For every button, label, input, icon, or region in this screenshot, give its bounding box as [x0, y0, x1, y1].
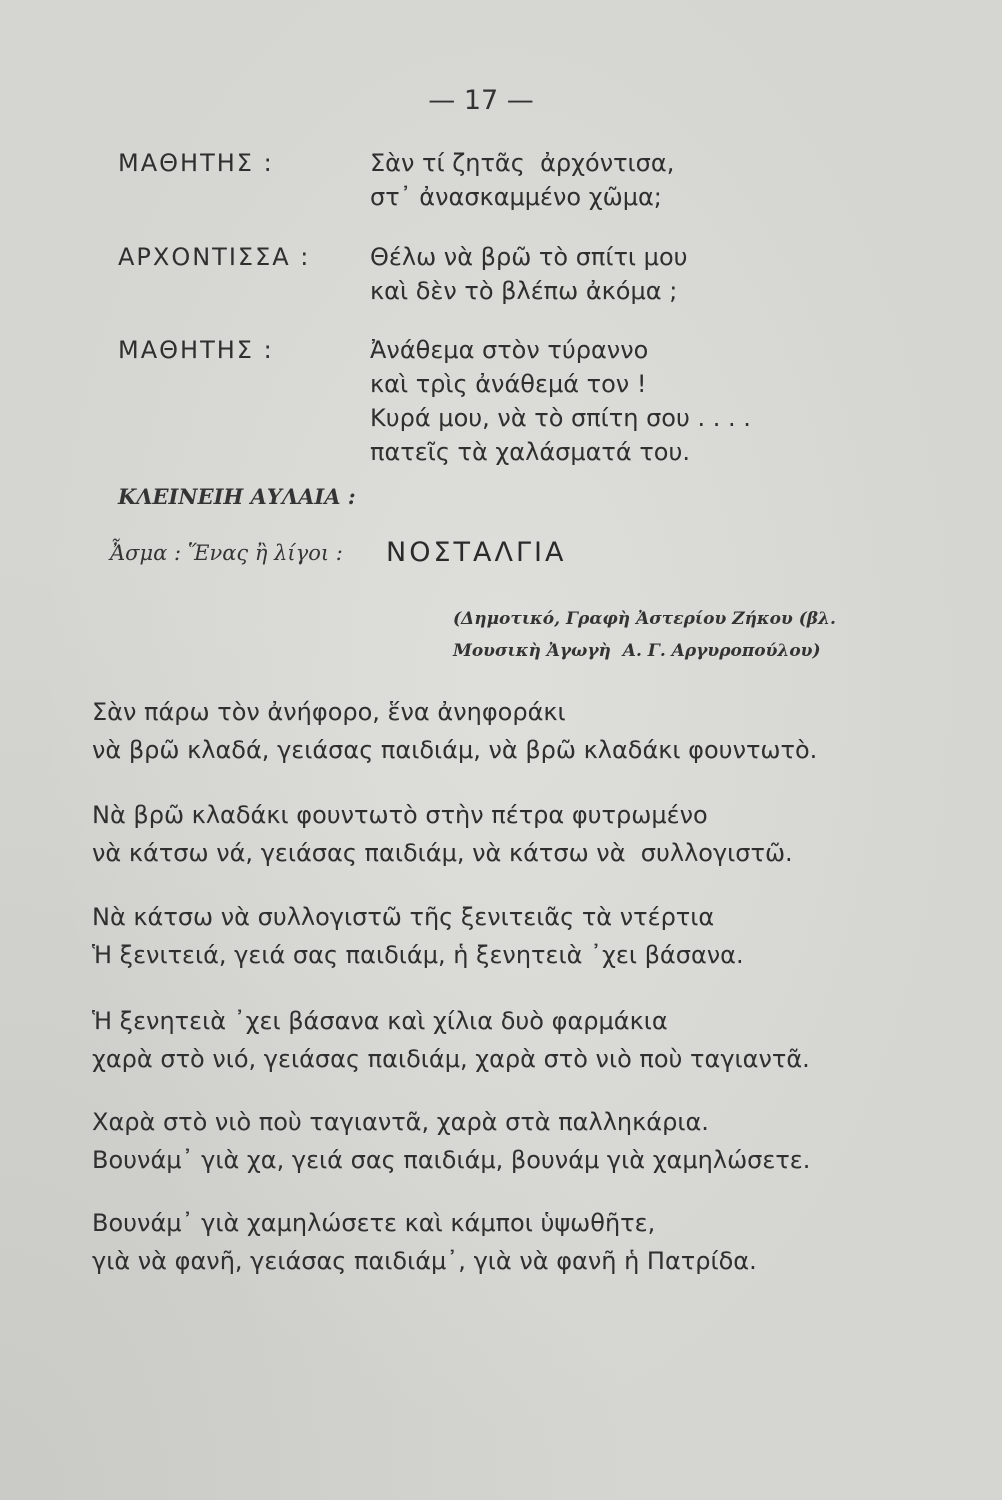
verse-line: γιὰ νὰ φανῆ, γειάσας παιδιάμ᾿, γιὰ νὰ φανῆ ἡ Πατρίδα.	[92, 1247, 757, 1275]
verse-line: Ἡ ξενιτειά, γειά σας παιδιάμ, ἡ ξενητειὰ ᾿χει βάσανα.	[92, 941, 744, 969]
verse-line: Σὰν πάρω τὸν ἀνήφορο, ἕνα ἀνηφοράκι	[92, 698, 566, 726]
verse-line: χαρὰ στὸ νιό, γειάσας παιδιάμ, χαρὰ στὸ νιὸ ποὺ ταγιαντᾶ.	[92, 1045, 810, 1073]
stage-direction: ΚΛΕΙΝΕΙΗ ΑΥΛΑΙΑ :	[118, 484, 356, 509]
speech-line: Σὰν τί ζητᾶς ἀρχόντισα,	[370, 149, 675, 177]
stanza	[92, 1103, 810, 1179]
page-number: — 17 —	[428, 85, 534, 116]
speech-line: Κυρά μου, νὰ τὸ σπίτη σου . . . .	[370, 404, 751, 432]
speech-line: καὶ τρὶς ἀνάθεμά τον !	[370, 370, 647, 398]
song-title: ΝΟΣΤΑΛΓΙΑ	[386, 537, 567, 568]
stanza	[92, 796, 793, 872]
verse-line: νὰ βρῶ κλαδά, γειάσας παιδιάμ, νὰ βρῶ κλαδάκι φουντωτὸ.	[92, 736, 818, 764]
verse-line: Νὰ κάτσω νὰ συλλογιστῶ τῆς ξενιτειᾶς τὰ ντέρτια	[92, 903, 715, 931]
speech-line: πατεῖς τὰ χαλάσματά του.	[370, 438, 690, 466]
speech-line: καὶ δὲν τὸ βλέπω ἀκόμα ;	[370, 277, 678, 305]
verse-line: νὰ κάτσω νά, γειάσας παιδιάμ, νὰ κάτσω νὰ συλλογιστῶ.	[92, 839, 793, 867]
speaker-label: ΑΡΧΟΝΤΙΣΣΑ :	[118, 243, 311, 271]
verse-line: Βουνάμ᾿ γιὰ χα, γειά σας παιδιάμ, βουνάμ γιὰ χαμηλώσετε.	[92, 1146, 811, 1174]
speech-block	[370, 240, 688, 308]
stanza	[92, 898, 744, 974]
speech-line: Ἀνάθεμα στὸν τύραννο	[370, 336, 649, 364]
speech-block	[370, 333, 751, 469]
verse-line: Χαρὰ στὸ νιὸ ποὺ ταγιαντᾶ, χαρὰ στὰ παλληκάρια.	[92, 1108, 709, 1136]
speech-line: στ᾿ ἀνασκαμμένο χῶμα;	[370, 183, 662, 211]
source-line: Μουσικὴ Ἀγωγὴ Α. Γ. Αργυροπούλου)	[453, 641, 821, 661]
speaker-label: ΜΑΘΗΤΗΣ :	[118, 336, 274, 364]
verse-line: Βουνάμ᾿ γιὰ χαμηλώσετε καὶ κάμποι ὑψωθῆτε,	[92, 1209, 656, 1237]
song-source-note	[453, 603, 836, 667]
source-line: (Δημοτικό, Γραφὴ Ἀστερίου Ζήκου (βλ.	[453, 609, 836, 629]
song-performer-label: Ἆσμα : Ἕνας ἢ λίγοι :	[110, 541, 343, 565]
stanza	[92, 1002, 810, 1078]
stanza	[92, 693, 817, 769]
verse-line: Ἡ ξενητειὰ ᾿χει βάσανα καὶ χίλια δυὸ φαρμάκια	[92, 1007, 668, 1035]
verse-line: Νὰ βρῶ κλαδάκι φουντωτὸ στὴν πέτρα φυτρωμένο	[92, 801, 708, 829]
speech-line: Θέλω νὰ βρῶ τὸ σπίτι μου	[370, 243, 688, 271]
stanza	[92, 1204, 757, 1280]
speech-block	[370, 146, 674, 214]
speaker-label: ΜΑΘΗΤΗΣ :	[118, 149, 274, 177]
